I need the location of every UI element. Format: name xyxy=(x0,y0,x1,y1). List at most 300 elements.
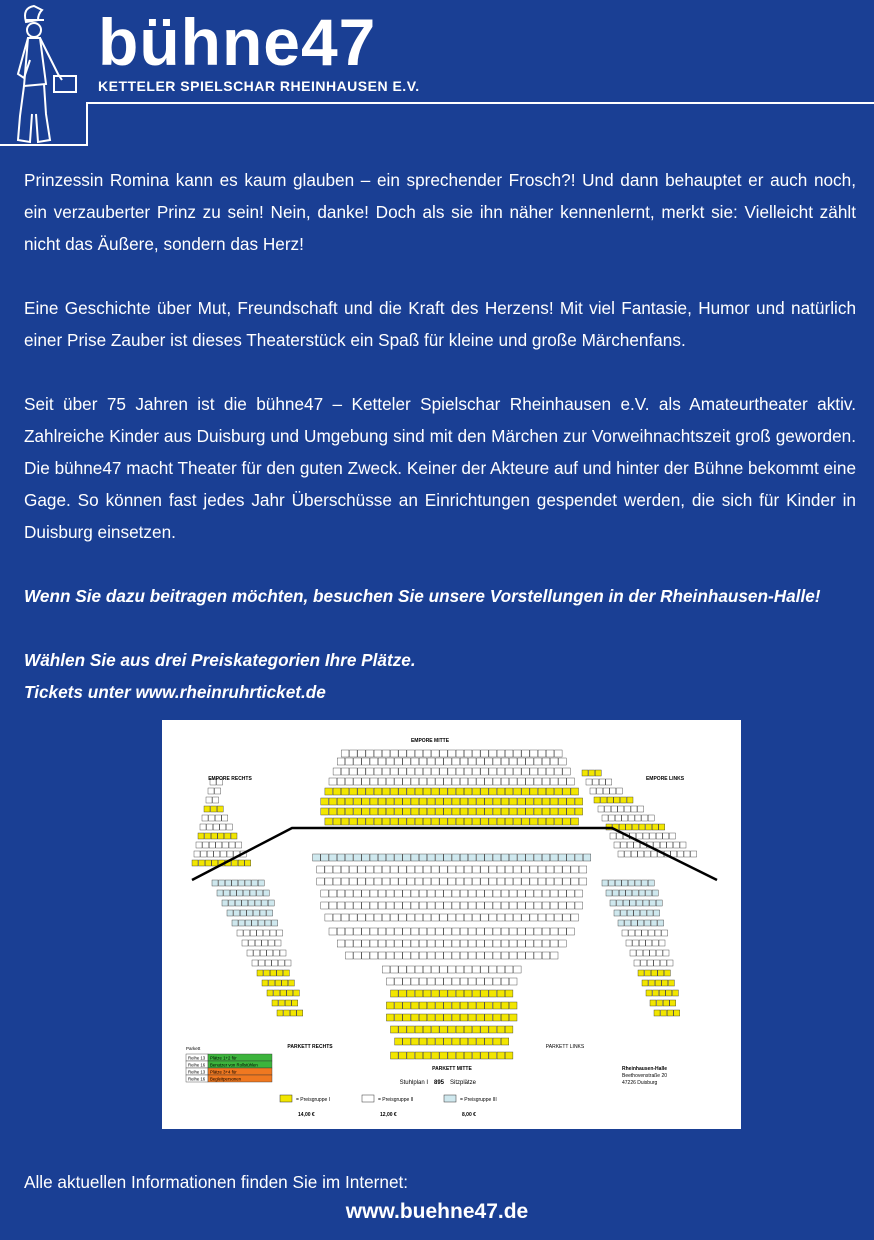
seat xyxy=(456,866,464,873)
seat xyxy=(489,1052,497,1059)
seat xyxy=(514,914,522,921)
seat xyxy=(225,880,231,886)
seat xyxy=(192,860,198,866)
parkett-links-label: PARKETT LINKS xyxy=(545,1044,585,1050)
seat xyxy=(358,788,366,795)
seat xyxy=(505,866,513,873)
seat xyxy=(231,833,237,839)
seat xyxy=(253,910,259,916)
seat xyxy=(411,1038,419,1045)
seat xyxy=(460,978,468,985)
seat xyxy=(497,866,505,873)
seat xyxy=(485,928,493,935)
seat xyxy=(509,890,517,897)
seat xyxy=(485,1002,493,1009)
seat xyxy=(395,1002,403,1009)
seat xyxy=(382,966,390,973)
seat xyxy=(440,768,448,775)
seat xyxy=(464,1026,472,1033)
seat xyxy=(460,1002,468,1009)
seat xyxy=(530,788,538,795)
seat xyxy=(329,808,337,815)
seat xyxy=(452,928,460,935)
seat xyxy=(667,842,673,848)
seat xyxy=(345,854,353,861)
seat xyxy=(555,818,563,825)
seat xyxy=(542,778,550,785)
seat xyxy=(224,890,230,896)
seat xyxy=(399,878,407,885)
seat xyxy=(232,860,238,866)
seat xyxy=(432,1052,440,1059)
seat xyxy=(423,1026,431,1033)
seat xyxy=(432,750,440,757)
seat xyxy=(350,914,358,921)
legend-label: = Preisgruppe II xyxy=(378,1097,414,1103)
seat xyxy=(518,952,526,959)
seat xyxy=(325,914,333,921)
seat xyxy=(448,750,456,757)
seat xyxy=(217,806,223,812)
seat xyxy=(468,808,476,815)
seat xyxy=(337,778,345,785)
seat xyxy=(599,779,605,785)
seat xyxy=(477,902,485,909)
seat xyxy=(627,842,633,848)
seat xyxy=(226,824,232,830)
seat xyxy=(423,750,431,757)
seat xyxy=(325,788,333,795)
seat xyxy=(354,890,362,897)
seat xyxy=(456,966,464,973)
seat xyxy=(386,890,394,897)
seat xyxy=(481,878,489,885)
seat xyxy=(658,920,664,926)
seat xyxy=(440,818,448,825)
seat xyxy=(530,750,538,757)
seat xyxy=(530,914,538,921)
seat-count: 895 xyxy=(434,1080,445,1086)
seat xyxy=(634,910,640,916)
seat xyxy=(436,928,444,935)
seat xyxy=(391,966,399,973)
seat xyxy=(260,910,266,916)
seat xyxy=(403,1002,411,1009)
seat xyxy=(644,920,650,926)
seat xyxy=(358,866,366,873)
seat xyxy=(643,950,649,956)
seat xyxy=(497,768,505,775)
seat xyxy=(269,980,275,986)
seat xyxy=(415,866,423,873)
seat xyxy=(267,910,273,916)
seat xyxy=(345,940,353,947)
seat xyxy=(460,890,468,897)
seat xyxy=(505,914,513,921)
seat xyxy=(616,788,622,794)
seat xyxy=(354,928,362,935)
seat xyxy=(198,833,204,839)
seat xyxy=(277,970,283,976)
seat xyxy=(595,770,601,776)
seat xyxy=(407,1052,415,1059)
seat xyxy=(628,815,634,821)
seat xyxy=(481,914,489,921)
seat xyxy=(427,890,435,897)
seat xyxy=(297,1010,303,1016)
seat xyxy=(337,758,345,765)
seat xyxy=(493,854,501,861)
seat xyxy=(534,902,542,909)
box-row-label: Reihe 16 xyxy=(188,1062,206,1068)
seat xyxy=(473,1026,481,1033)
seat xyxy=(419,808,427,815)
seat xyxy=(436,1038,444,1045)
seat xyxy=(391,1052,399,1059)
seat xyxy=(267,950,273,956)
seat xyxy=(460,778,468,785)
seat xyxy=(538,914,546,921)
seat xyxy=(386,854,394,861)
seat xyxy=(423,818,431,825)
seat xyxy=(257,930,263,936)
seat xyxy=(399,990,407,997)
seat xyxy=(436,940,444,947)
seat xyxy=(205,860,211,866)
seat xyxy=(378,928,386,935)
seat xyxy=(662,980,668,986)
seat xyxy=(489,750,497,757)
seat xyxy=(242,900,248,906)
seat xyxy=(648,880,654,886)
seat xyxy=(436,952,444,959)
box-row-note: Begleitpersonen xyxy=(210,1076,242,1082)
seat xyxy=(378,758,386,765)
seat xyxy=(481,818,489,825)
seat xyxy=(522,914,530,921)
logo-underline xyxy=(0,144,88,146)
seat xyxy=(391,1026,399,1033)
seat xyxy=(538,788,546,795)
seat xyxy=(220,824,226,830)
seat xyxy=(505,818,513,825)
seat xyxy=(325,818,333,825)
seat xyxy=(407,878,415,885)
seat xyxy=(514,750,522,757)
seat xyxy=(501,758,509,765)
seat xyxy=(248,900,254,906)
seat xyxy=(644,851,650,857)
seat xyxy=(621,842,627,848)
seat xyxy=(567,798,575,805)
seat xyxy=(670,1000,676,1006)
seat xyxy=(630,950,636,956)
seat xyxy=(411,854,419,861)
seat xyxy=(395,940,403,947)
seat xyxy=(378,890,386,897)
seat xyxy=(333,768,341,775)
seat xyxy=(403,928,411,935)
seat xyxy=(546,866,554,873)
seat xyxy=(358,818,366,825)
seat xyxy=(489,878,497,885)
seat xyxy=(411,798,419,805)
seat xyxy=(382,768,390,775)
seat xyxy=(526,854,534,861)
seat xyxy=(485,854,493,861)
seat xyxy=(240,910,246,916)
seat xyxy=(235,900,241,906)
seat xyxy=(639,940,645,946)
seat xyxy=(615,815,621,821)
seat xyxy=(647,910,653,916)
seat xyxy=(341,788,349,795)
seat xyxy=(249,940,255,946)
seat xyxy=(370,854,378,861)
empore-rechts-label: EMPORE RECHTS xyxy=(208,776,252,782)
seat xyxy=(436,758,444,765)
seat xyxy=(362,854,370,861)
seat xyxy=(207,824,213,830)
seat xyxy=(407,750,415,757)
seat xyxy=(626,940,632,946)
seat xyxy=(534,940,542,947)
seat xyxy=(212,880,218,886)
seat xyxy=(395,1038,403,1045)
seat xyxy=(618,806,624,812)
seat xyxy=(423,788,431,795)
seat xyxy=(337,808,345,815)
seat xyxy=(270,970,276,976)
seat xyxy=(220,851,226,857)
seat xyxy=(252,960,258,966)
seat xyxy=(464,750,472,757)
seat xyxy=(594,797,600,803)
seat xyxy=(366,750,374,757)
seat xyxy=(374,914,382,921)
seat xyxy=(237,930,243,936)
seat xyxy=(481,866,489,873)
seat xyxy=(415,1026,423,1033)
seat xyxy=(337,798,345,805)
seat xyxy=(370,758,378,765)
seat xyxy=(440,1026,448,1033)
seat xyxy=(403,778,411,785)
seat xyxy=(639,824,645,830)
legend-price: 8,00 € xyxy=(462,1112,476,1118)
seat xyxy=(460,1038,468,1045)
seat xyxy=(440,788,448,795)
seat xyxy=(423,878,431,885)
seat xyxy=(244,930,250,936)
box-title: Parkett xyxy=(186,1046,201,1051)
seat xyxy=(258,880,264,886)
brand-subtitle: KETTELER SPIELSCHAR RHEINHAUSEN E.V. xyxy=(98,78,420,94)
seat xyxy=(213,824,219,830)
seat xyxy=(555,866,563,873)
seat xyxy=(473,818,481,825)
seat xyxy=(563,878,571,885)
seat xyxy=(238,880,244,886)
website-link[interactable]: www.buehne47.de xyxy=(345,1200,529,1223)
seat xyxy=(489,1026,497,1033)
seat xyxy=(468,1002,476,1009)
seat xyxy=(501,902,509,909)
seat xyxy=(526,890,534,897)
seat xyxy=(473,750,481,757)
seat xyxy=(635,815,641,821)
seat xyxy=(415,768,423,775)
seat xyxy=(444,1002,452,1009)
seat xyxy=(403,1038,411,1045)
seat xyxy=(279,1000,285,1006)
paragraph-tickets xyxy=(24,644,856,708)
seat xyxy=(662,930,668,936)
seat xyxy=(411,928,419,935)
seat xyxy=(509,952,517,959)
seat xyxy=(526,808,534,815)
seat xyxy=(481,966,489,973)
seat xyxy=(419,798,427,805)
seat xyxy=(464,866,472,873)
seat xyxy=(407,1026,415,1033)
seat xyxy=(567,778,575,785)
seat xyxy=(411,808,419,815)
seat xyxy=(436,808,444,815)
seat xyxy=(204,806,210,812)
seat xyxy=(411,902,419,909)
seat xyxy=(333,788,341,795)
seat xyxy=(337,902,345,909)
seat xyxy=(501,1014,509,1021)
seat xyxy=(358,750,366,757)
seat xyxy=(452,940,460,947)
seat xyxy=(538,878,546,885)
seat xyxy=(669,833,675,839)
seat xyxy=(366,788,374,795)
seat xyxy=(199,860,205,866)
seat xyxy=(263,890,269,896)
seat xyxy=(664,970,670,976)
seat xyxy=(534,928,542,935)
seat xyxy=(341,750,349,757)
seat xyxy=(593,779,599,785)
seat xyxy=(407,914,415,921)
seat xyxy=(571,788,579,795)
seat xyxy=(395,1014,403,1021)
seat xyxy=(258,920,264,926)
seat xyxy=(341,768,349,775)
seat xyxy=(337,854,345,861)
seat xyxy=(395,808,403,815)
seat xyxy=(518,940,526,947)
seat xyxy=(448,1026,456,1033)
seat xyxy=(501,778,509,785)
seat xyxy=(245,880,251,886)
seat xyxy=(643,833,649,839)
seat xyxy=(242,940,248,946)
seat xyxy=(391,990,399,997)
seat xyxy=(440,1052,448,1059)
seat xyxy=(411,758,419,765)
legend-swatch xyxy=(362,1095,374,1102)
seat xyxy=(232,920,238,926)
seat xyxy=(477,952,485,959)
seat xyxy=(374,768,382,775)
seat xyxy=(464,818,472,825)
seat xyxy=(366,914,374,921)
seat xyxy=(350,878,358,885)
seat xyxy=(341,878,349,885)
seat xyxy=(477,1014,485,1021)
seat xyxy=(460,808,468,815)
seat xyxy=(215,815,221,821)
seat xyxy=(354,902,362,909)
seat xyxy=(415,750,423,757)
seat xyxy=(621,910,627,916)
seat xyxy=(473,1052,481,1059)
seat xyxy=(550,798,558,805)
seat xyxy=(550,952,558,959)
paragraph-description: Eine Geschichte über Mut, Freundschaft und die Kraft des Herzens! Mit viel Fantasie, Humor und natürlich einer Prise Zauber ist dieses Theaterstück ein Spaß für kleine und große Märchenfans. xyxy=(24,298,856,350)
seat xyxy=(505,1052,513,1059)
seat xyxy=(505,1026,513,1033)
seat xyxy=(277,1010,283,1016)
seat xyxy=(386,978,394,985)
seat xyxy=(264,970,270,976)
seat xyxy=(567,902,575,909)
seat xyxy=(468,778,476,785)
seat xyxy=(671,851,677,857)
seat xyxy=(460,940,468,947)
seat xyxy=(374,866,382,873)
seat xyxy=(635,880,641,886)
seat xyxy=(265,920,271,926)
seat xyxy=(518,758,526,765)
parkett-rechts-label: PARKETT RECHTS xyxy=(287,1044,333,1050)
seat xyxy=(325,866,333,873)
seat xyxy=(395,778,403,785)
seat xyxy=(534,758,542,765)
seat xyxy=(468,952,476,959)
seat xyxy=(530,818,538,825)
seat xyxy=(563,866,571,873)
seat xyxy=(546,818,554,825)
seat xyxy=(432,1026,440,1033)
seat xyxy=(236,842,242,848)
seat xyxy=(203,842,209,848)
seat xyxy=(514,866,522,873)
seat xyxy=(518,890,526,897)
seat xyxy=(432,966,440,973)
seat xyxy=(374,878,382,885)
seat xyxy=(477,1002,485,1009)
seat xyxy=(534,952,542,959)
seat xyxy=(345,902,353,909)
seat xyxy=(559,798,567,805)
box-row-label: Reihe 13 xyxy=(188,1055,206,1061)
seat xyxy=(386,808,394,815)
seat xyxy=(526,758,534,765)
box-row-note: Plätze 1+2 für xyxy=(210,1055,237,1061)
seat xyxy=(411,1014,419,1021)
seat xyxy=(518,928,526,935)
seat xyxy=(522,878,530,885)
seat xyxy=(224,833,230,839)
seat xyxy=(659,824,665,830)
seat xyxy=(350,788,358,795)
seat xyxy=(640,910,646,916)
